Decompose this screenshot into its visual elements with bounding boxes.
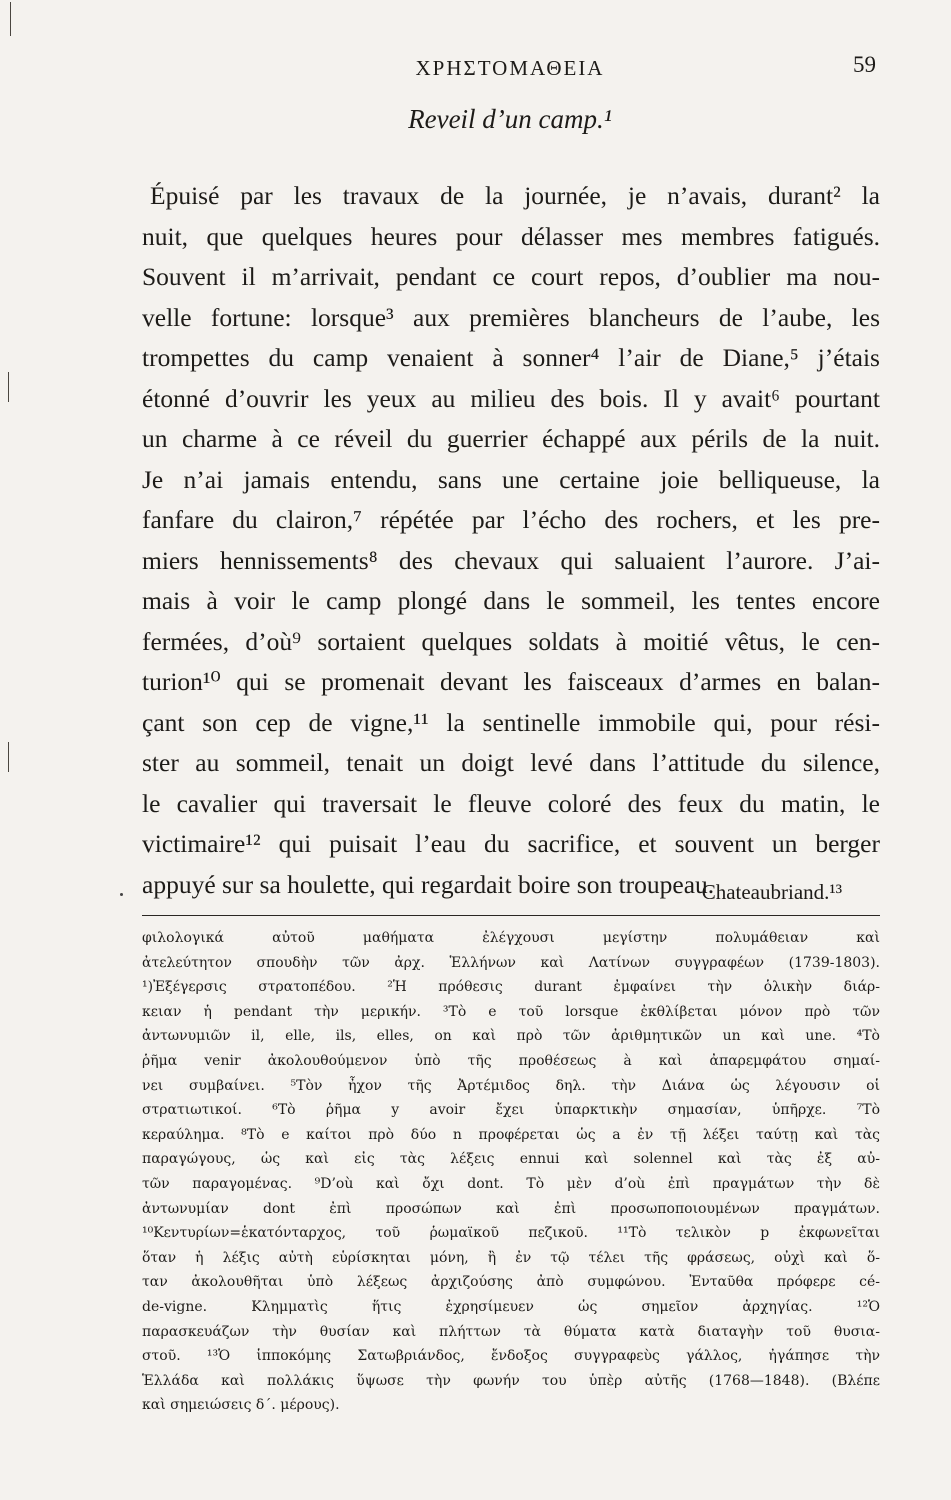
footnote-line: στρατιωτικοί. ⁶Τὸ ῥῆμα y avoir ἔχει ὑπαρκτικὴν σημασίαν, ὑπῆρχε. ⁷Τὸ xyxy=(142,1102,880,1119)
footnote-line: ὅταν ἡ λέξις αὐτὴ εὑρίσκηται μόνη, ἢ ἐν τῷ τέλει τῆς φράσεως, οὐχὶ καὶ ὅ- xyxy=(142,1249,880,1266)
text-line: nuit, que quelques heures pour délasser mes membres fatigués. xyxy=(142,221,880,251)
text-line: appuyé sur sa houlette, qui regardait boire son troupeau. xyxy=(142,869,715,899)
left-margin-mark xyxy=(8,372,9,402)
text-line: velle fortune: lorsque³ aux premières blancheurs de l’aube, les xyxy=(142,302,880,332)
footnote-line: στοῦ. ¹³Ὁ ἱπποκόμης Σατωβριάνδος, ἔνδοξος συγγραφεὺς γάλλος, ἠγάπησε τὴν xyxy=(142,1348,880,1365)
text-line: miers hennissements⁸ des chevaux qui saluaient l’aurore. J’ai- xyxy=(142,545,880,575)
footnote-line: νει συμβαίνει. ⁵Τὸν ἦχον τῆς Ἀρτέμιδος δηλ. τὴν Διάνα ὡς λέγουσιν οἱ xyxy=(142,1077,880,1094)
footnote-line: ῥῆμα venir ἀκολουθούμενον ὑπὸ τῆς προθέσεως à καὶ ἀπαρεμφάτου σημαί- xyxy=(142,1052,880,1069)
text-line: trompettes du camp venaient à sonner⁴ l’air de Diane,⁵ j’étais xyxy=(142,343,880,372)
text-line: étonné d’ouvrir les yeux au milieu des bois. Il y avait⁶ pourtant xyxy=(142,383,880,413)
footnote-rule xyxy=(142,915,880,916)
section-title: Reveil d’un camp.¹ xyxy=(408,104,612,134)
author-signature: Chateaubriand.¹³ xyxy=(701,880,842,904)
footnote-line: ¹)Ἐξέγερσις στρατοπέδου. ²Ἡ πρόθεσις durant ἐμφαίνει τὴν ὁλικὴν διάρ- xyxy=(142,979,880,996)
text-line: le cavalier qui traversait le fleuve coloré des feux du matin, le xyxy=(142,788,880,818)
footnote-line: ἀντωνυμίαν dont ἐπὶ προσώπων καὶ ἐπὶ προσωποποιουμένων πραγμάτων. xyxy=(142,1200,880,1217)
text-line: Épuisé par les travaux de la journée, je n’avais, durant² la xyxy=(150,181,880,210)
text-line: fermées, d’où⁹ sortaient quelques soldats à moitié vêtus, le cen- xyxy=(142,626,880,656)
footnote-line: καὶ σημειώσεις δ΄. μέρους). xyxy=(142,1397,340,1414)
footnote-line: παρασκευάζων τὴν θυσίαν καὶ πλήττων τὰ θύματα κατὰ διαταγὴν τοῦ θυσια- xyxy=(142,1323,880,1340)
page-number: 59 xyxy=(853,52,876,77)
text-line: Souvent il m’arrivait, pendant ce court repos, d’oublier ma nou- xyxy=(142,262,880,291)
footnotes xyxy=(142,926,880,1418)
left-margin-mark xyxy=(8,742,9,772)
text-line: mais à voir le camp plongé dans le sommeil, les tentes encore xyxy=(142,586,880,615)
footnote-line: de-vigne. Κλημματὶς ἥτις ἐχρησίμευεν ὡς σημεῖον ἀρχηγίας. ¹²Ὁ xyxy=(142,1298,880,1315)
footnote-line: ¹⁰Κεντυρίων=ἑκατόνταρχος, τοῦ ῥωμαϊκοῦ πεζικοῦ. ¹¹Τὸ τελικὸν p ἐκφωνεῖται xyxy=(142,1225,880,1242)
margin-dot xyxy=(120,893,123,896)
footnote-line: ταν ἀκολουθῆται ὑπὸ λέξεως ἀρχιζούσης ἀπὸ συμφώνου. Ἐνταῦθα πρόφερε cé- xyxy=(142,1274,880,1291)
text-line: ster au sommeil, tenait un doigt levé dans l’attitude du silence, xyxy=(142,748,880,777)
text-line: turion¹⁰ qui se promenait devant les faisceaux d’armes en balan- xyxy=(142,667,880,696)
text-line: Je n’ai jamais entendu, sans une certaine joie belliqueuse, la xyxy=(142,464,880,494)
text-line: çant son cep de vigne,¹¹ la sentinelle immobile qui, pour rési- xyxy=(142,707,880,737)
footnote-line: κεραύλημα. ⁸Τὸ e καίτοι πρὸ δύο n προφέρεται ὡς a ἐν τῇ λέξει ταύτῃ καὶ τὰς xyxy=(142,1126,880,1143)
main-text xyxy=(142,176,880,905)
footnote-line: ἀτελεύτητον σπουδὴν τῶν ἀρχ. Ἑλλήνων καὶ Λατίνων συγγραφέων (1739-1803). xyxy=(142,954,880,971)
footnote-line: τῶν παραγομένας. ⁹D’où καὶ ὄχι dont. Τὸ μὲν d’où ἐπὶ πραγμάτων τὴν δὲ xyxy=(142,1175,880,1192)
footnote-line: ἀντωνυμιῶν il, elle, ils, elles, on καὶ πρὸ τῶν ἀριθμητικῶν un καὶ une. ⁴Τὸ xyxy=(142,1028,880,1045)
left-margin-mark xyxy=(10,2,11,36)
text-line: victimaire¹² qui puisait l’eau du sacrifice, et souvent un berger xyxy=(142,829,880,858)
footnote-line: παραγώγους, ὡς καὶ εἰς τὰς λέξεις ennui καὶ solennel καὶ τὰς ἐξ αὐ- xyxy=(142,1151,880,1168)
footnote-line: Ἑλλάδα καὶ πολλάκις ὕψωσε τὴν φωνήν του ὑπὲρ αὐτῆς (1768—1848). (Βλέπε xyxy=(142,1372,880,1389)
footnote-line: κειαν ἡ pendant τὴν μερικήν. ³Τὸ e τοῦ lorsque ἐκθλίβεται μόνον πρὸ τῶν xyxy=(142,1003,880,1020)
running-header xyxy=(140,52,880,86)
text-line: fanfare du clairon,⁷ répétée par l’écho des rochers, et les pre- xyxy=(142,505,880,534)
footnote-line: φιλολογικά αὐτοῦ μαθήματα ἐλέγχουσι μεγίστην πολυμάθειαν καὶ xyxy=(142,930,880,946)
running-title: ΧΡΗΣΤΟΜΑΘΕΙΑ xyxy=(415,56,605,80)
text-line: un charme à ce réveil du guerrier échappé aux périls de la nuit. xyxy=(142,424,880,453)
